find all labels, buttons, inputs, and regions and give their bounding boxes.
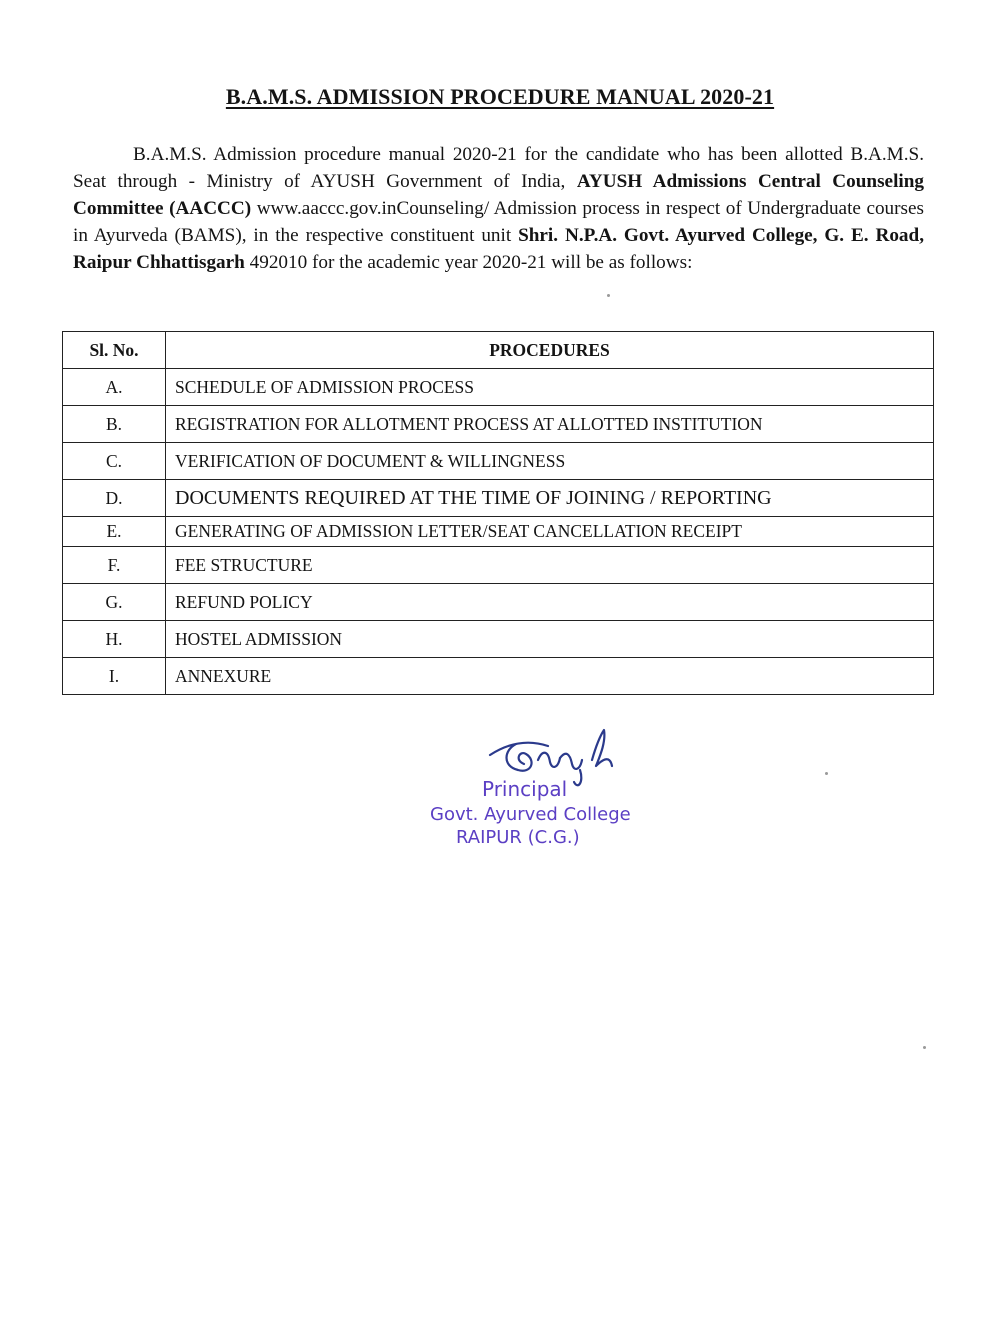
row-procedure: GENERATING OF ADMISSION LETTER/SEAT CANCELLATION RECEIPT xyxy=(166,517,934,547)
table-row xyxy=(63,480,934,517)
table-row xyxy=(63,621,934,658)
header-procedures: PROCEDURES xyxy=(166,332,934,369)
row-sl: E. xyxy=(63,517,166,547)
procedures-table xyxy=(62,331,934,695)
row-procedure: SCHEDULE OF ADMISSION PROCESS xyxy=(166,369,934,406)
row-procedure: REGISTRATION FOR ALLOTMENT PROCESS AT ALLOTTED INSTITUTION xyxy=(166,406,934,443)
row-procedure: FEE STRUCTURE xyxy=(166,547,934,584)
table-row xyxy=(63,443,934,480)
row-procedure: HOSTEL ADMISSION xyxy=(166,621,934,658)
intro-bold-college: Shri. N.P.A. Govt. Ayurved College, G. E. Road, Raipur Chhattisgarh xyxy=(73,225,924,273)
row-sl: B. xyxy=(63,406,166,443)
intro-paragraph xyxy=(73,141,924,276)
header-sl-no: Sl. No. xyxy=(63,332,166,369)
row-sl: F. xyxy=(63,547,166,584)
row-procedure: DOCUMENTS REQUIRED AT THE TIME OF JOINING / REPORTING xyxy=(166,480,934,517)
row-procedure: REFUND POLICY xyxy=(166,584,934,621)
table-row xyxy=(63,658,934,695)
row-procedure: VERIFICATION OF DOCUMENT & WILLINGNESS xyxy=(166,443,934,480)
intro-bold-committee: AYUSH Admissions Central Counseling Committee (AACCC) xyxy=(73,171,924,219)
table-row xyxy=(63,584,934,621)
intro-text-3: 492010 for the academic year 2020-21 will be as follows: xyxy=(244,252,693,273)
row-procedure: ANNEXURE xyxy=(166,658,934,695)
scan-speck xyxy=(607,294,610,297)
scan-speck xyxy=(825,772,828,775)
stamp-line-2: Govt. Ayurved College xyxy=(430,804,631,825)
intro-text-2: www.aaccc.gov.inCounseling/ Admission process in respect of Undergraduate courses in Ayurveda (BAMS), in the respective constituent unit xyxy=(73,198,924,246)
row-sl: D. xyxy=(63,480,166,517)
row-sl: G. xyxy=(63,584,166,621)
row-sl: I. xyxy=(63,658,166,695)
table-row xyxy=(63,406,934,443)
row-sl: H. xyxy=(63,621,166,658)
table-row xyxy=(63,547,934,584)
scan-speck xyxy=(923,1046,926,1049)
stamp-line-3: RAIPUR (C.G.) xyxy=(456,827,580,848)
intro-text-1: B.A.M.S. Admission procedure manual 2020-21 for the candidate who has been allotted B.A.M.S. Seat through - Ministry of AYUSH Government of India, xyxy=(73,144,924,192)
row-sl: A. xyxy=(63,369,166,406)
row-sl: C. xyxy=(63,443,166,480)
table-row xyxy=(63,369,934,406)
principal-stamp-signature xyxy=(420,720,660,855)
stamp-line-1: Principal xyxy=(482,777,568,801)
table-row xyxy=(63,517,934,547)
table-header-row xyxy=(63,332,934,369)
document-title: B.A.M.S. ADMISSION PROCEDURE MANUAL 2020-21 xyxy=(225,84,775,109)
